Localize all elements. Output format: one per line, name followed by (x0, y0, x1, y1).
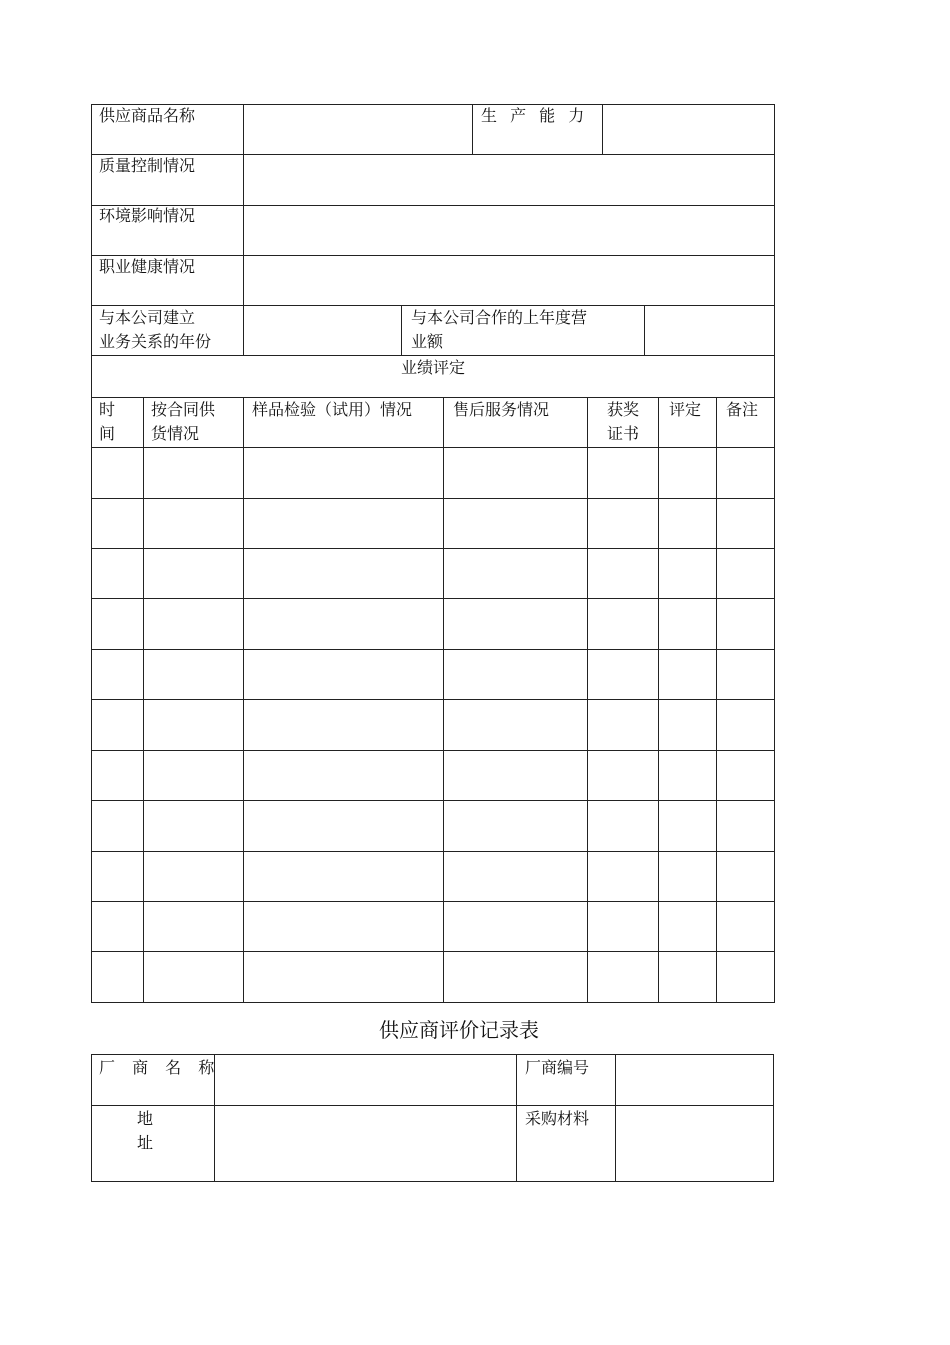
col-aftersales: 售后服务情况 (453, 400, 550, 419)
table-col-divider (243, 104, 244, 356)
table-row-divider (91, 951, 775, 952)
table-col-divider (401, 305, 402, 356)
table-row-divider (91, 699, 775, 700)
table-border (91, 1181, 774, 1182)
relation-year-label-line1: 与本公司建立 (99, 308, 196, 327)
occupational-health-label: 职业健康情况 (99, 257, 196, 276)
table-row-divider (91, 498, 775, 499)
revenue-label-line1: 与本公司合作的上年度营 (411, 308, 588, 327)
relation-year-label-line2: 业务关系的年份 (99, 332, 212, 351)
table-col-divider (644, 305, 645, 356)
table-border (774, 104, 775, 1003)
table-row-divider (91, 447, 775, 448)
table-border (91, 1002, 775, 1003)
table-border (773, 1054, 774, 1182)
table-col-divider (615, 1054, 616, 1182)
table-row-divider (91, 649, 775, 650)
table-border (91, 104, 92, 1003)
capacity-label: 生 产 能 力 (481, 106, 589, 125)
table-row-divider (91, 1105, 774, 1106)
revenue-label-line2: 业额 (411, 332, 444, 351)
table-col-divider (658, 397, 659, 1003)
table-col-divider (443, 397, 444, 1003)
table-col-divider (243, 397, 244, 1003)
col-time-line2: 间 (99, 424, 116, 443)
table-border (91, 1054, 774, 1055)
table-row-divider (91, 800, 775, 801)
table-col-divider (143, 397, 144, 1003)
col-time-line1: 时 (99, 400, 116, 419)
vendor-name-label: 厂 商 名 称 (99, 1058, 221, 1077)
table-row-divider (91, 851, 775, 852)
col-contract-line1: 按合同供 (151, 400, 216, 419)
address-label-line2: 址 (137, 1133, 154, 1152)
table-col-divider (716, 397, 717, 1003)
purchase-material-label: 采购材料 (525, 1109, 590, 1128)
table-row-divider (91, 598, 775, 599)
vendor-code-label: 厂商编号 (525, 1058, 590, 1077)
table-col-divider (472, 104, 473, 155)
col-contract-line2: 货情况 (151, 424, 200, 443)
table-col-divider (602, 104, 603, 155)
table-row-divider (91, 750, 775, 751)
col-remark: 备注 (726, 400, 759, 419)
supplier-name-label: 供应商品名称 (99, 106, 196, 125)
col-award-line1: 获奖 (607, 400, 640, 419)
col-sample-inspection: 样品检验（试用）情况 (252, 400, 413, 419)
table-col-divider (587, 397, 588, 1003)
table-col-divider (516, 1054, 517, 1182)
table-row-divider (91, 548, 775, 549)
performance-header: 业绩评定 (400, 358, 465, 377)
quality-control-label: 质量控制情况 (99, 156, 196, 175)
col-award-line2: 证书 (607, 424, 640, 443)
table-row-divider (91, 901, 775, 902)
address-label-line1: 地 (137, 1109, 154, 1128)
environment-impact-label: 环境影响情况 (99, 206, 196, 225)
col-rating: 评定 (669, 400, 702, 419)
table-border (91, 1054, 92, 1182)
form-title: 供应商评价记录表 (379, 1018, 539, 1042)
